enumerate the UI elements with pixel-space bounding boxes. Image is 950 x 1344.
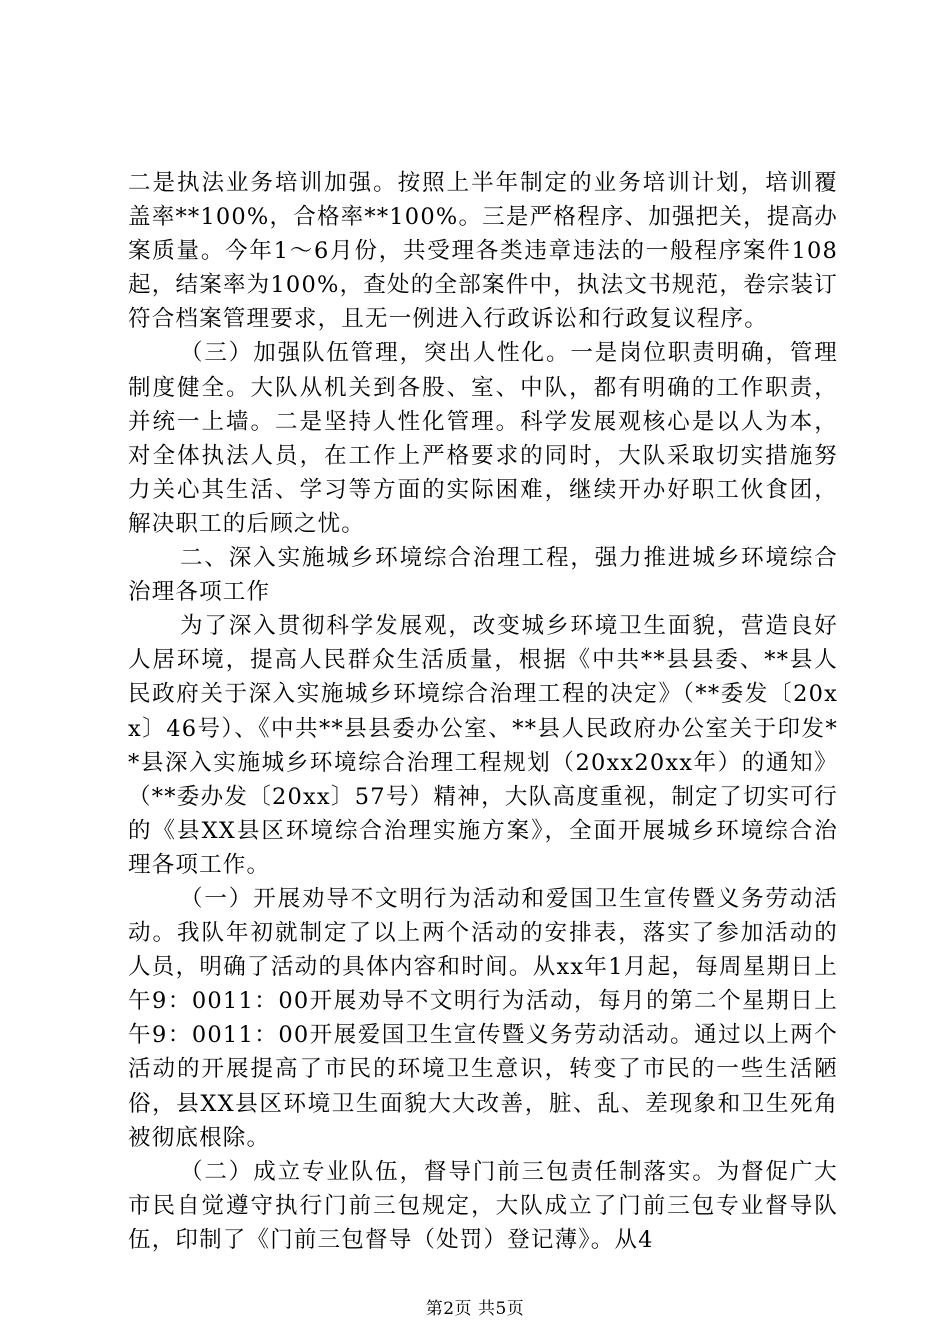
section-heading-2: 二、深入实施城乡环境综合治理工程，强力推进城乡环境综合治理各项工作	[128, 545, 838, 606]
document-body	[128, 166, 838, 1257]
page-number-footer: 第2页 共5页	[425, 1299, 525, 1319]
paragraph-1: 二是执法业务培训加强。按照上半年制定的业务培训计划，培训覆盖率**100%，合格率**100%。三是严格程序、加强把关，提高办案质量。今年1～6月份，共受理各类违章违法的一般程序案件108起，结案率为100%，查处的全部案件中，执法文书规范，卷宗装订符合档案管理要求，且无一例进入行政诉讼和行政复议程序。	[128, 170, 838, 333]
paragraph-2: （三）加强队伍管理，突出人性化。一是岗位职责明确，管理制度健全。大队从机关到各股、室、中队，都有明确的工作职责，并统一上墙。二是坚持人性化管理。科学发展观核心是以人为本，对全体执法人员，在工作上严格要求的同时，大队采取切实措施努力关心其生活、学习等方面的实际困难，继续开办好职工伙食团，解决职工的后顾之忧。	[128, 340, 838, 537]
paragraph-3: 为了深入贯彻科学发展观，改变城乡环境卫生面貌，营造良好人居环境，提高人民群众生活质量，根据《中共**县县委、**县人民政府关于深入实施城乡环境综合治理工程的决定》（**委发〔20xx〕46号）、《中共**县县委办公室、**县人民政府办公室关于印发**县深入实施城乡环境综合治理工程规划（20xx20xx年）的通知》（**委办发〔20xx〕57号）精神，大队高度重视，制定了切实可行的《县XX县区环境综合治理实施方案》，全面开展城乡环境综合治理各项工作。	[128, 613, 838, 878]
paragraph-5: （二）成立专业队伍，督导门前三包责任制落实。为督促广大市民自觉遵守执行门前三包规定，大队成立了门前三包专业督导队伍，印制了《门前三包督导（处罚）登记薄》。从4	[128, 1158, 838, 1253]
paragraph-4: （一）开展劝导不文明行为活动和爱国卫生宣传暨义务劳动活动。我队年初就制定了以上两个活动的安排表，落实了参加活动的人员，明确了活动的具体内容和时间。从xx年1月起，每周星期日上午9：0011：00开展劝导不文明行为活动，每月的第二个星期日上午9：0011：00开展爱国卫生宣传暨义务劳动活动。通过以上两个活动的开展提高了市民的环境卫生意识，转变了市民的一些生活陋俗，县XX县区环境卫生面貌大大改善，脏、乱、差现象和卫生死角被彻底根除。	[128, 885, 838, 1151]
